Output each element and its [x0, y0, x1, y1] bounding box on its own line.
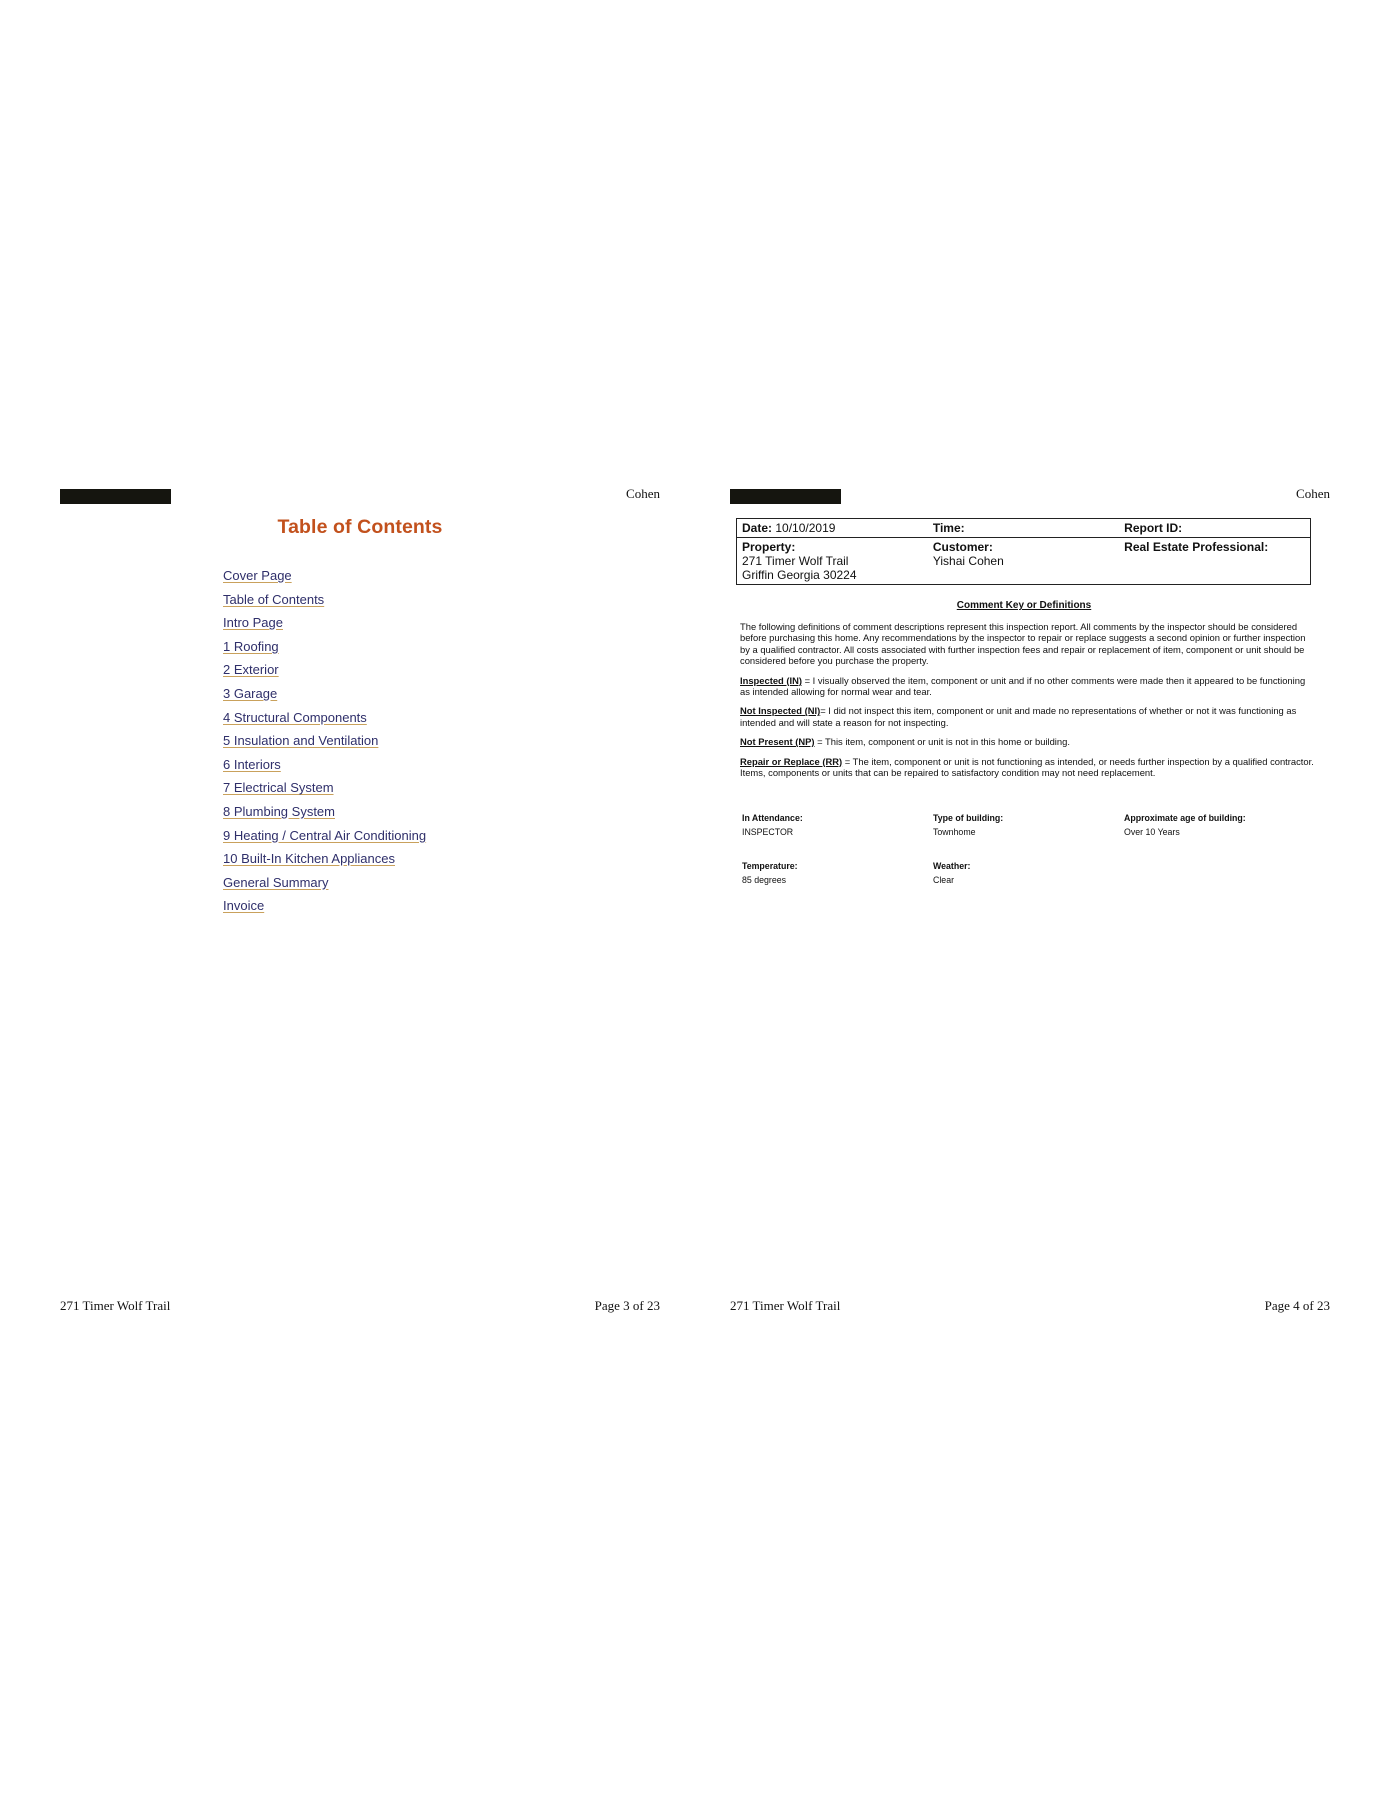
definition-term: Repair or Replace (RR) [740, 755, 843, 767]
toc-title: Table of Contents [277, 516, 443, 538]
footer-address: 271 Timer Wolf Trail [730, 1298, 841, 1313]
toc-link[interactable]: 8 Plumbing System [223, 803, 335, 819]
toc-link[interactable]: 1 Roofing [223, 638, 279, 654]
property-cell [737, 538, 928, 585]
time-label: Time: [932, 521, 965, 535]
header-name: Cohen [626, 486, 660, 501]
fact-temperature [742, 861, 932, 885]
redaction-bar [730, 489, 841, 504]
toc-link[interactable]: 7 Electrical System [223, 780, 334, 796]
fact-label: Weather: [933, 861, 971, 871]
fact-value: INSPECTOR [742, 827, 794, 837]
fact-weather [933, 861, 1123, 885]
intro-paragraph: The following definitions of comment descriptions represent this inspection report. All comments by the inspector should be considered before purchasing this home. Any recommendations by the inspector to repair or replace suggests a second opinion or further inspection by a qualified contractor. All costs associated with further inspection fees and repair or replacement of item, component or unit should be considered before you purchase the property. [740, 621, 1306, 667]
toc-link[interactable]: 3 Garage [223, 685, 278, 701]
report-id-label: Report ID: [1124, 521, 1183, 535]
rep-label: Real Estate Professional: [1124, 540, 1269, 554]
date-cell [737, 519, 928, 538]
definition-item [740, 756, 1315, 779]
toc-link[interactable]: 2 Exterior [223, 662, 279, 678]
redaction-bar [60, 489, 171, 504]
definition-text: = This item, component or unit is not in this home or building. [814, 736, 1070, 748]
toc-link[interactable]: 4 Structural Components [223, 709, 367, 725]
fact-label: In Attendance: [742, 813, 803, 823]
toc-link[interactable]: Intro Page [223, 615, 283, 631]
date-label: Date: [742, 521, 773, 535]
definitions [740, 621, 1315, 786]
header-name: Cohen [1296, 486, 1330, 501]
definition-term: Not Present (NP) [740, 736, 815, 748]
definition-term: Inspected (IN) [740, 674, 802, 686]
time-cell [928, 519, 1119, 538]
toc-link[interactable]: 10 Built-In Kitchen Appliances [223, 851, 395, 867]
toc-link[interactable]: 6 Interiors [223, 756, 281, 772]
footer-address: 271 Timer Wolf Trail [60, 1298, 171, 1313]
rep-cell [1119, 538, 1310, 585]
property-label: Property: [742, 540, 796, 554]
intro-page [730, 480, 1330, 1320]
fact-value: 85 degrees [742, 875, 787, 885]
toc-page [60, 480, 660, 1320]
fact-building-type [933, 813, 1123, 837]
toc-link[interactable]: Invoice [223, 898, 265, 914]
definition-item [740, 675, 1315, 698]
definition-text: = I did not inspect this item, component or unit and made no representations of whether or not it was functioning as intended and will state a reason for not inspecting. [740, 705, 1297, 728]
date-value: 10/10/2019 [775, 521, 836, 535]
definition-term: Not Inspected (NI) [740, 705, 821, 717]
customer-value: Yishai Cohen [932, 554, 1004, 568]
fact-attendance [742, 813, 932, 837]
fact-label: Temperature: [742, 861, 798, 871]
fact-value: Townhome [933, 827, 976, 837]
toc-link[interactable]: General Summary [223, 874, 329, 890]
report-id-cell [1119, 519, 1310, 538]
definition-text: = I visually observed the item, component or unit and if no other comments were made then it appeared to be functioning as intended allowing for normal wear and tear. [740, 674, 1306, 698]
fact-label: Approximate age of building: [1124, 813, 1246, 823]
definition-item [740, 736, 1315, 747]
toc-link[interactable]: Cover Page [223, 568, 292, 583]
property-line1: 271 Timer Wolf Trail [742, 554, 849, 568]
report-info-table [736, 518, 1311, 585]
fact-value: Clear [933, 875, 955, 885]
customer-label: Customer: [932, 540, 993, 554]
toc-link[interactable]: 5 Insulation and Ventilation [223, 733, 379, 749]
fact-building-age [1124, 813, 1314, 837]
customer-cell [928, 538, 1119, 585]
toc-list [223, 567, 426, 921]
page-number: Page 4 of 23 [1264, 1298, 1330, 1313]
property-line2: Griffin Georgia 30224 [742, 568, 857, 582]
toc-link[interactable]: Table of Contents [223, 591, 325, 607]
comment-key-title: Comment Key or Definitions [956, 600, 1092, 611]
fact-value: Over 10 Years [1124, 827, 1180, 837]
toc-link[interactable]: 9 Heating / Central Air Conditioning [223, 827, 427, 843]
definition-item [740, 705, 1315, 728]
fact-label: Type of building: [933, 813, 1004, 823]
page-number: Page 3 of 23 [594, 1298, 660, 1313]
definition-text: = The item, component or unit is not functioning as intended, or needs further inspection by a qualified contractor. Items, components or units that can be repaired to satisfactory condition may not need replacement. [740, 755, 1314, 779]
